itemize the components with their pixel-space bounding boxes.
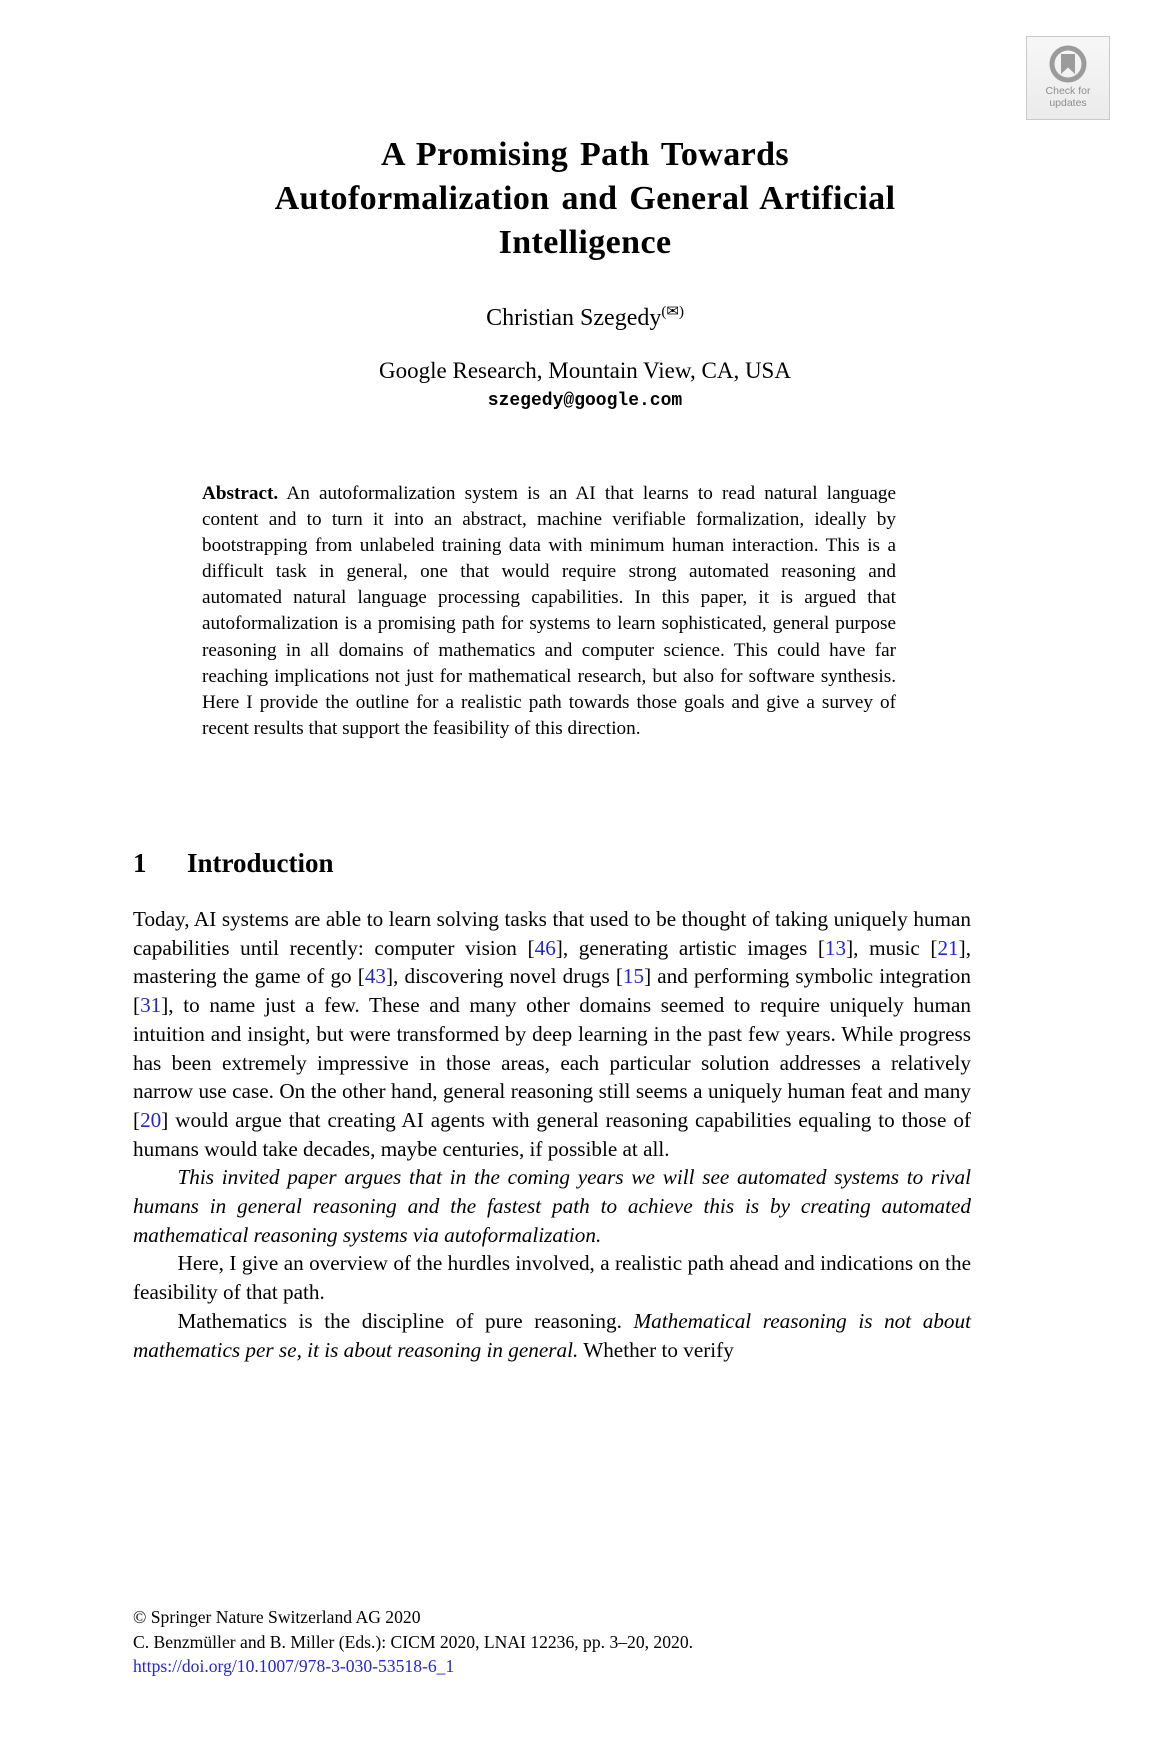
author-label: Christian Szegedy: [486, 305, 662, 331]
title-line-1: A Promising Path Towards: [380, 135, 790, 173]
para4-emphasis: Mathematical reasoning is not about mathematics per se, it is about reasoning in general.: [133, 1308, 971, 1362]
abstract-label: Abstract.: [202, 483, 279, 504]
para4-seg-b: Whether to verify: [578, 1337, 734, 1362]
section-heading-introduction: [133, 845, 973, 881]
crossmark-icon: [1048, 44, 1088, 84]
paragraph-1: [133, 905, 971, 1163]
footer-block: [133, 1605, 973, 1679]
author-name: [135, 303, 1035, 333]
citation-43[interactable]: 43: [364, 964, 386, 989]
paragraph-4: [133, 1307, 971, 1364]
author-email[interactable]: szegedy@google.com: [487, 391, 683, 411]
badge-line-1: Check for: [1045, 85, 1091, 97]
citation-31[interactable]: 31: [140, 993, 162, 1018]
para2-emphasis: This invited paper argues that in the coming years we will see automated systems to rival humans in general reasoning and the fastest path to achieve this is by creating automated mathematical reasoning systems via autoformalization.: [133, 1165, 971, 1247]
para1-seg-f: ] and performing symbolic integration [: [133, 964, 971, 1018]
author-affiliation: Google Research, Mountain View, CA, USA: [379, 358, 791, 383]
paragraph-2: [133, 1163, 971, 1249]
abstract-text: An autoformalization system is an AI that learns to read natural language content and to turn it into an abstract, machine verifiable formalization, ideally by bootstrapping from unlabeled training data with minimum human interaction. This is a difficult task in general, one that would require strong automated reasoning and automated natural language processing capabilities. In this paper, it is argued that autoformalization is a promising path for systems to learn sophisticated, general purpose reasoning in all domains of mathematics and computer science. This could have far reaching implications not just for mathematical research, but also for software synthesis. Here I provide the outline for a realistic path towards those goals and give a survey of recent results that support the feasibility of this direction.: [202, 483, 896, 739]
body-text: [133, 905, 971, 1364]
footer-doi-link[interactable]: https://doi.org/10.1007/978-3-030-53518-6_1: [133, 1656, 455, 1676]
footer-copyright-text: Springer Nature Switzerland AG 2020: [146, 1607, 421, 1627]
para1-seg-b: ], generating artistic images [: [555, 935, 825, 960]
para1-seg-e: ], discovering novel drugs [: [386, 964, 623, 989]
section-number: 1: [133, 848, 147, 878]
citation-13[interactable]: 13: [824, 935, 847, 960]
copyright-icon: ©: [133, 1607, 147, 1627]
corresponding-author-icon: (✉): [661, 304, 684, 320]
citation-15[interactable]: 15: [622, 964, 645, 989]
title-line-3: Intelligence: [498, 223, 672, 261]
page-title: [135, 133, 1035, 265]
footer-copyright: [133, 1605, 973, 1630]
para1-seg-c: ], music [: [846, 935, 938, 960]
paragraph-3: Here, I give an overview of the hurdles involved, a realistic path ahead and indications on the feasibility of that path.: [133, 1251, 971, 1305]
footer-editors: C. Benzmüller and B. Miller (Eds.): CICM 2020, LNAI 12236, pp. 3–20, 2020.: [133, 1631, 694, 1652]
para4-seg-a: Mathematics is the discipline of pure reasoning.: [177, 1308, 634, 1333]
abstract-block: [202, 481, 896, 742]
para1-seg-a: Today, AI systems are able to learn solving tasks that used to be thought of taking uniquely human capabilities until recently: computer vision [: [133, 907, 971, 960]
citation-21[interactable]: 21: [937, 935, 959, 960]
para1-seg-d: ], mastering the game of go [: [133, 935, 971, 989]
citation-46[interactable]: 46: [534, 935, 556, 960]
check-for-updates-label: [1046, 86, 1091, 109]
section-title: Introduction: [187, 848, 334, 878]
citation-20[interactable]: 20: [140, 1107, 162, 1132]
para1-seg-g: ], to name just a few. These and many other domains seemed to require uniquely human intuition and insight, but were transformed by deep learning in the past few years. While progress has been extremely impressive in those areas, each particular solution addresses a relatively narrow use case. On the other hand, general reasoning still seems a uniquely human feat and many [: [133, 993, 971, 1132]
check-for-updates-badge[interactable]: [1026, 36, 1110, 120]
para1-seg-h: ] would argue that creating AI agents with general reasoning capabilities equaling to those of humans would take decades, maybe centuries, if possible at all.: [133, 1107, 971, 1161]
title-line-2: Autoformalization and General Artificial: [274, 179, 896, 217]
badge-line-2: updates: [1049, 96, 1087, 109]
